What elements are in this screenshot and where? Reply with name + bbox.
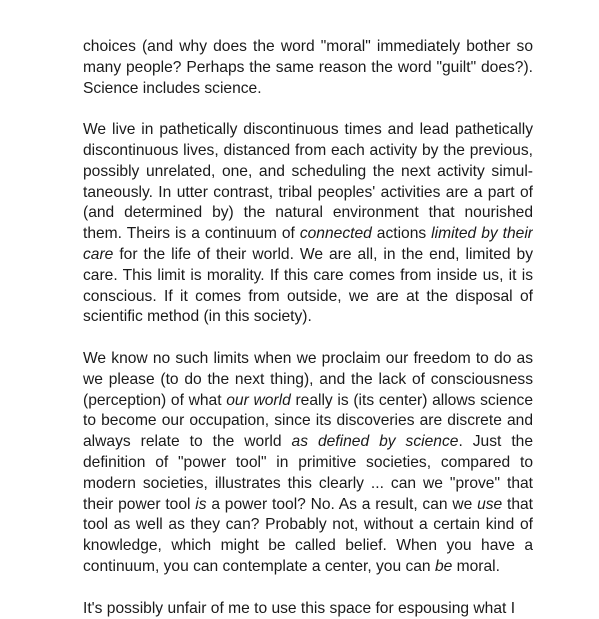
text-run: taneously. In utter contrast, tribal peoples' activities are a part of [83,183,533,201]
text-line [83,515,533,536]
italic-text: use [477,495,503,513]
text-run: always relate to the world [83,433,292,451]
text-run: we please (to do the next thing), and the lack of consciousness [83,370,533,388]
text-line [83,162,533,183]
text-run: choices (and why does the word "moral" immediately bother so [83,38,533,55]
text-run: their power tool [83,495,196,513]
text-run: It's possibly unfair of me to use this space for espousing what I [83,599,516,617]
paragraph [83,599,533,619]
italic-text: limited by their [431,225,533,243]
italic-text: is [195,495,207,513]
text-run: discontinuous lives, distanced from each activity by the previous, [83,141,533,159]
text-run: that [502,495,533,513]
text-run: knowledge, which might be called belief. When you have a [83,537,533,555]
text-line [83,245,533,266]
text-run: modern societies, illustrates this clearly ... can we "prove" that [83,474,533,492]
text-line [83,453,533,474]
italic-text: our world [226,391,291,409]
italic-text: connected [299,225,372,243]
text-run: tool as well as they can? Probably not, without a certain kind of [83,516,533,534]
text-run: moral. [452,557,500,575]
text-run: continuum, you can contemplate a center, you can [83,557,435,575]
text-run: really is (its center) allows science [290,391,533,409]
document-body [83,37,533,619]
text-run: many people? Perhaps the same reason the word "guilt" does?). [83,58,533,76]
text-line [83,141,533,162]
text-line [83,474,533,495]
italic-text: care [83,245,114,263]
text-line [83,370,533,391]
text-run: possibly unrelated, one, and scheduling the next activity simul- [83,162,533,180]
text-line [83,287,533,308]
text-line [83,37,533,58]
text-line [83,495,533,516]
text-line [83,120,533,141]
text-run: care. This limit is morality. If this care comes from inside us, it is [83,266,533,284]
text-line [83,58,533,79]
italic-text: as defined by science [291,433,459,451]
text-run: them. Theirs is a continuum of [83,225,300,243]
text-run: to become our occupation, since its discoveries are discrete and [83,412,533,430]
text-run: a power tool? No. As a result, can we [206,495,478,513]
paragraph [83,349,533,578]
paragraph [83,120,533,328]
text-run: . Just the [458,433,533,451]
paragraph-gap [83,328,533,349]
text-run: definition of "power tool" in primitive societies, compared to [83,453,533,471]
text-run: (and determined by) the natural environment that nourished [83,204,533,222]
text-run: (perception) of what [83,391,227,409]
paragraph [83,37,533,99]
text-run: conscious. If it comes from outside, we are at the disposal of [83,287,533,305]
text-line [83,536,533,557]
text-run: actions [371,225,432,243]
text-run: We know no such limits when we proclaim our freedom to do as [83,349,533,367]
italic-text: be [434,557,453,575]
text-line [83,557,533,578]
text-line [83,349,533,370]
text-run: We live in pathetically discontinuous times and lead pathetically [83,121,533,139]
text-run: Science includes science. [83,79,262,97]
paragraph-gap [83,578,533,599]
text-line [83,224,533,245]
text-run: scientific method (in this society). [83,308,312,326]
text-line [83,79,533,100]
text-line [83,432,533,453]
text-line [83,203,533,224]
text-line [83,266,533,287]
text-line [83,183,533,204]
text-line [83,599,533,619]
text-line [83,411,533,432]
paragraph-gap [83,99,533,120]
text-run: for the life of their world. We are all, in the end, limited by [119,245,533,263]
text-line [83,391,533,412]
text-line [83,307,533,328]
